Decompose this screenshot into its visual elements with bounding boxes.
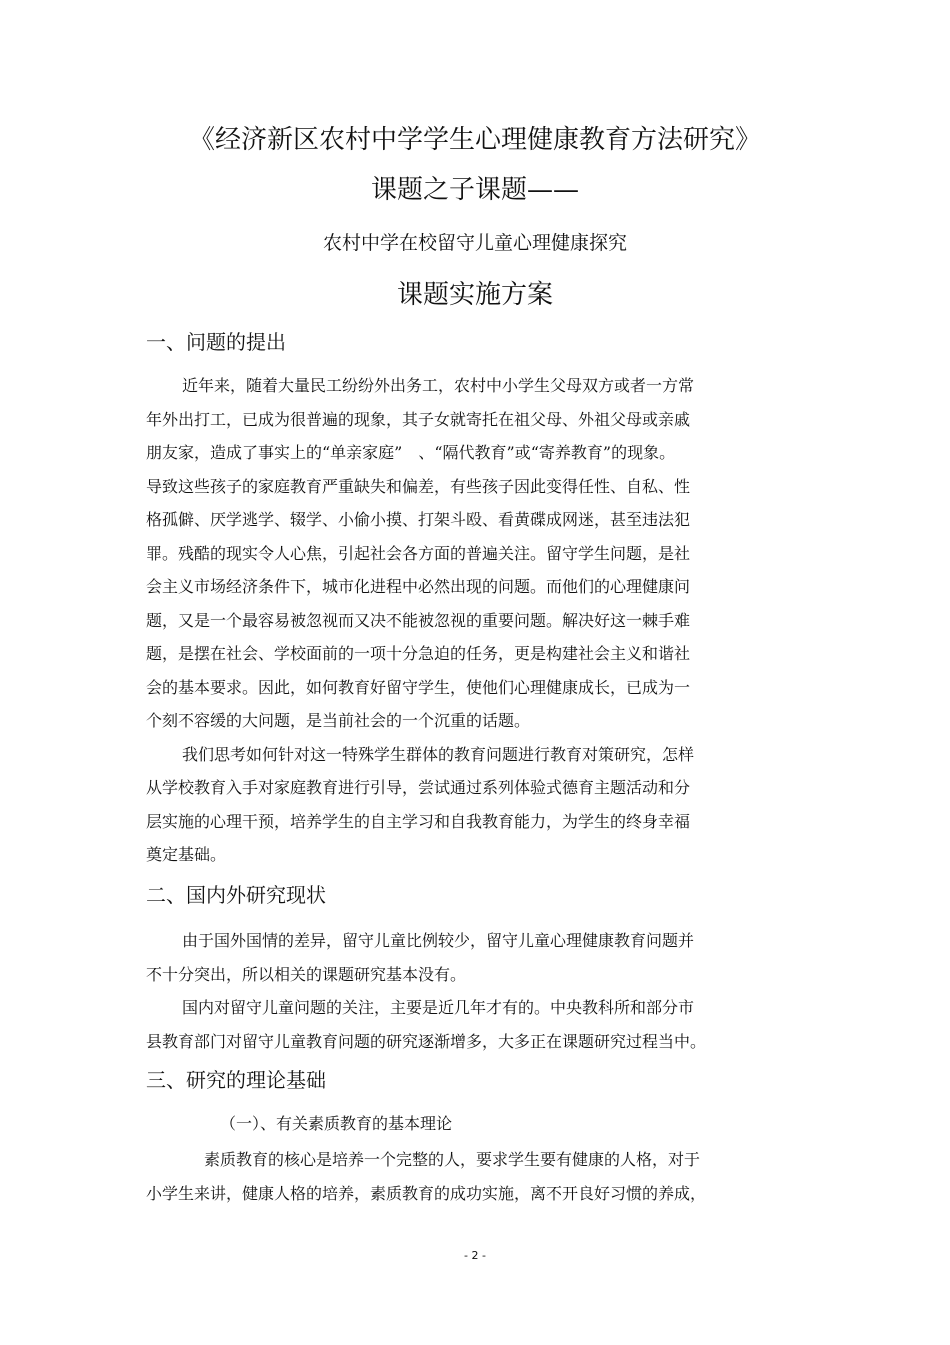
text-line: 近年来，随着大量民工纷纷外出务工，农村中小学生父母双方或者一方常 [182,376,695,395]
text-line: 会主义市场经济条件下，城市化进程中必然出现的问题。而他们的心理健康问 [146,577,691,596]
text-line: 我们思考如何针对这一特殊学生群体的教育问题进行教育对策研究，怎样 [182,744,695,764]
section-1-heading: 一、问题的提出 [146,330,286,354]
text-line: 县教育部门对留守儿童教育问题的研究逐渐增多，大多正在课题研究过程当中。 [146,1031,707,1051]
text-line: 小学生来讲，健康人格的培养，素质教育的成功实施，离不开良好习惯的养成， [146,1183,707,1203]
text-line: 朋友家，造成了事实上的“单亲家庭” 、“隔代教育”或“寄养教育”的现象。 [146,443,676,462]
main-title: 《经济新区农村中学学生心理健康教育方法研究》 [188,125,761,155]
text-line: 从学校教育入手对家庭教育进行引导，尝试通过系列体验式德育主题活动和分 [146,778,691,797]
text-line: 层实施的心理干预，培养学生的自主学习和自我教育能力，为学生的终身幸福 [146,811,691,831]
plan-title: 课题实施方案 [396,280,553,310]
text-line: 年外出打工，已成为很普遍的现象，其子女就寄托在祖父母、外祖父母或亲戚 [146,409,691,429]
section-3-subheading: （一）、有关素质教育的基本理论 [220,1114,453,1133]
section-1-paragraph-1 [146,369,806,872]
text-line: 格孤僻、厌学逃学、辍学、小偷小摸、打架斗殴、看黄碟成网迷，甚至违法犯 [146,510,691,529]
section-3-paragraph-1 [146,1143,806,1210]
text-line: 国内对留守儿童问题的关注，主要是近几年才有的。中央教科所和部分市 [182,998,695,1017]
text-line: 罪。残酷的现实令人心焦，引起社会各方面的普遍关注。留守学生问题，是社 [146,543,691,563]
text-line: 会的基本要求。因此，如何教育好留守学生，使他们心理健康成长，已成为一 [146,677,691,697]
text-line: 个刻不容缓的大问题，是当前社会的一个沉重的话题。 [146,711,531,730]
text-line: 题，是摆在社会、学校面前的一项十分急迫的任务，更是构建社会主义和谐社 [146,644,691,663]
text-line: 由于国外国情的差异，留守儿童比例较少，留守儿童心理健康教育问题并 [182,931,695,950]
text-line: 导致这些孩子的家庭教育严重缺失和偏差，有些孩子因此变得任性、自私、性 [146,476,691,496]
text-line: 素质教育的核心是培养一个完整的人，要求学生要有健康的人格，对于 [204,1150,701,1169]
subtitle: 课题之子课题—— [370,175,579,205]
section-3-heading: 三、研究的理论基础 [146,1068,326,1092]
text-line: 奠定基础。 [146,845,227,864]
text-line: 题，又是一个最容易被忽视而又决不能被忽视的重要问题。解决好这一棘手难 [146,610,691,630]
text-line: 不十分突出，所以相关的课题研究基本没有。 [146,964,467,984]
topic-title: 农村中学在校留守儿童心理健康探究 [322,232,627,254]
page-number: - 2 - [464,1249,486,1262]
section-2-heading: 二、国内外研究现状 [146,883,326,907]
section-2-paragraphs [146,924,806,1058]
